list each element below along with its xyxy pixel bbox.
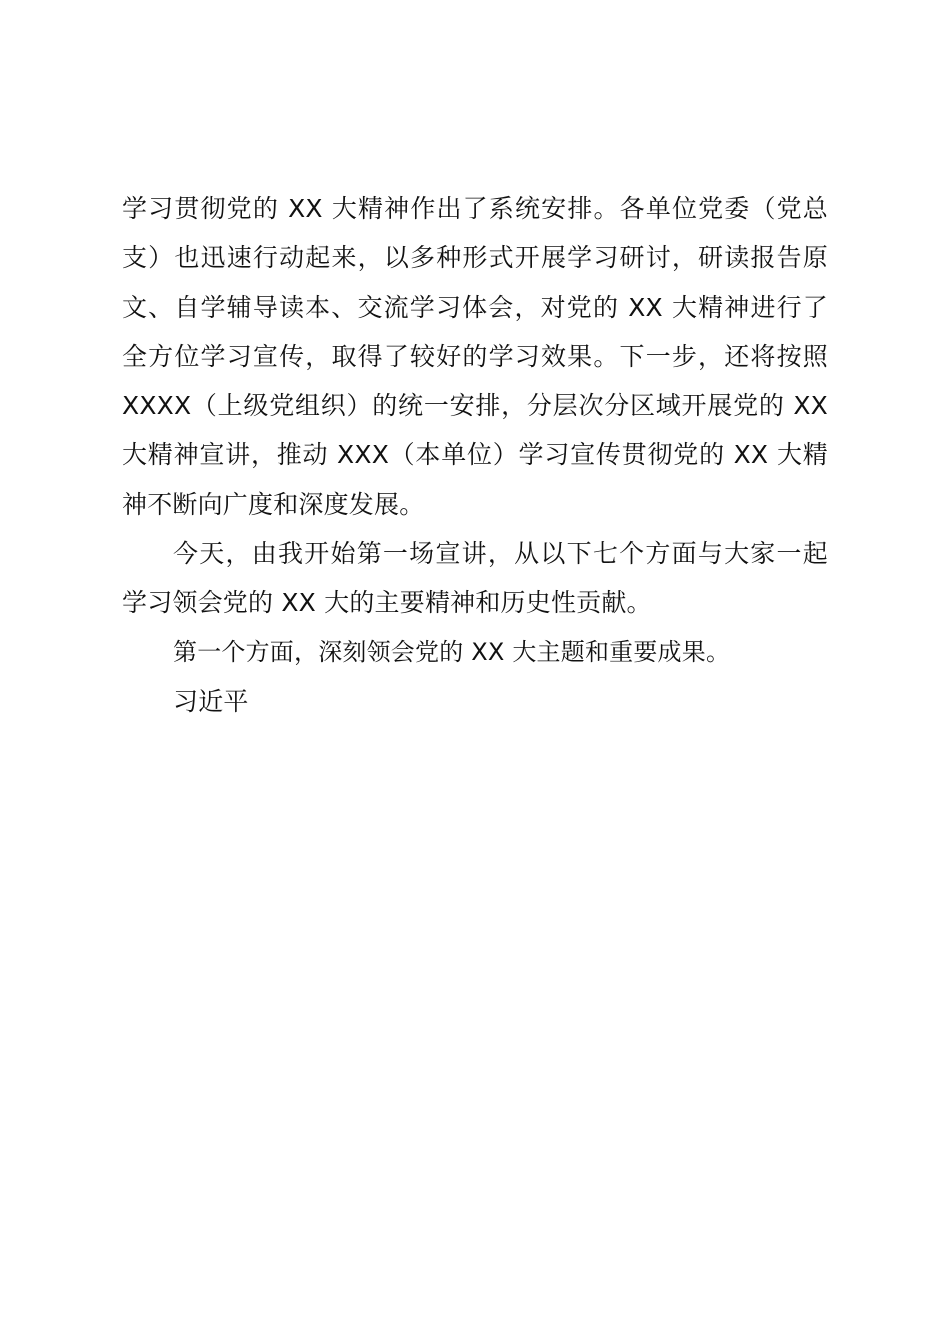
paragraph-2-line-2: 学习领会党的 XX 大的主要精神和历史性贡献。 [122, 588, 652, 618]
paragraph-1-line-4: 全方位学习宣传，取得了较好的学习效果。下一步，还将按照 [122, 341, 828, 371]
paragraph-1-line-6: 大精神宣讲，推动 XXX（本单位）学习宣传贯彻党的 XX 大精 [122, 440, 828, 470]
attribution: 习近平 [173, 686, 249, 716]
paragraph-1-line-3: 文、自学辅导读本、交流学习体会，对党的 XX 大精神进行了 [122, 292, 828, 322]
section-heading: 第一个方面，深刻领会党的 XX 大主题和重要成果。 [173, 637, 731, 666]
document-body [122, 184, 828, 726]
paragraph-1-line-2: 支）也迅速行动起来，以多种形式开展学习研讨，研读报告原 [122, 243, 828, 273]
paragraph-1-line-7: 神不断向广度和深度发展。 [122, 489, 425, 519]
paragraph-2 [122, 529, 828, 628]
paragraph-2-line-1: 今天，由我开始第一场宣讲，从以下七个方面与大家一起 [173, 539, 828, 569]
paragraph-1-line-5: XXXX（上级党组织）的统一安排，分层次分区域开展党的 XX [122, 391, 828, 421]
paragraph-1 [122, 184, 828, 529]
paragraph-1-line-1: 学习贯彻党的 XX 大精神作出了系统安排。各单位党委（党总 [122, 194, 828, 223]
